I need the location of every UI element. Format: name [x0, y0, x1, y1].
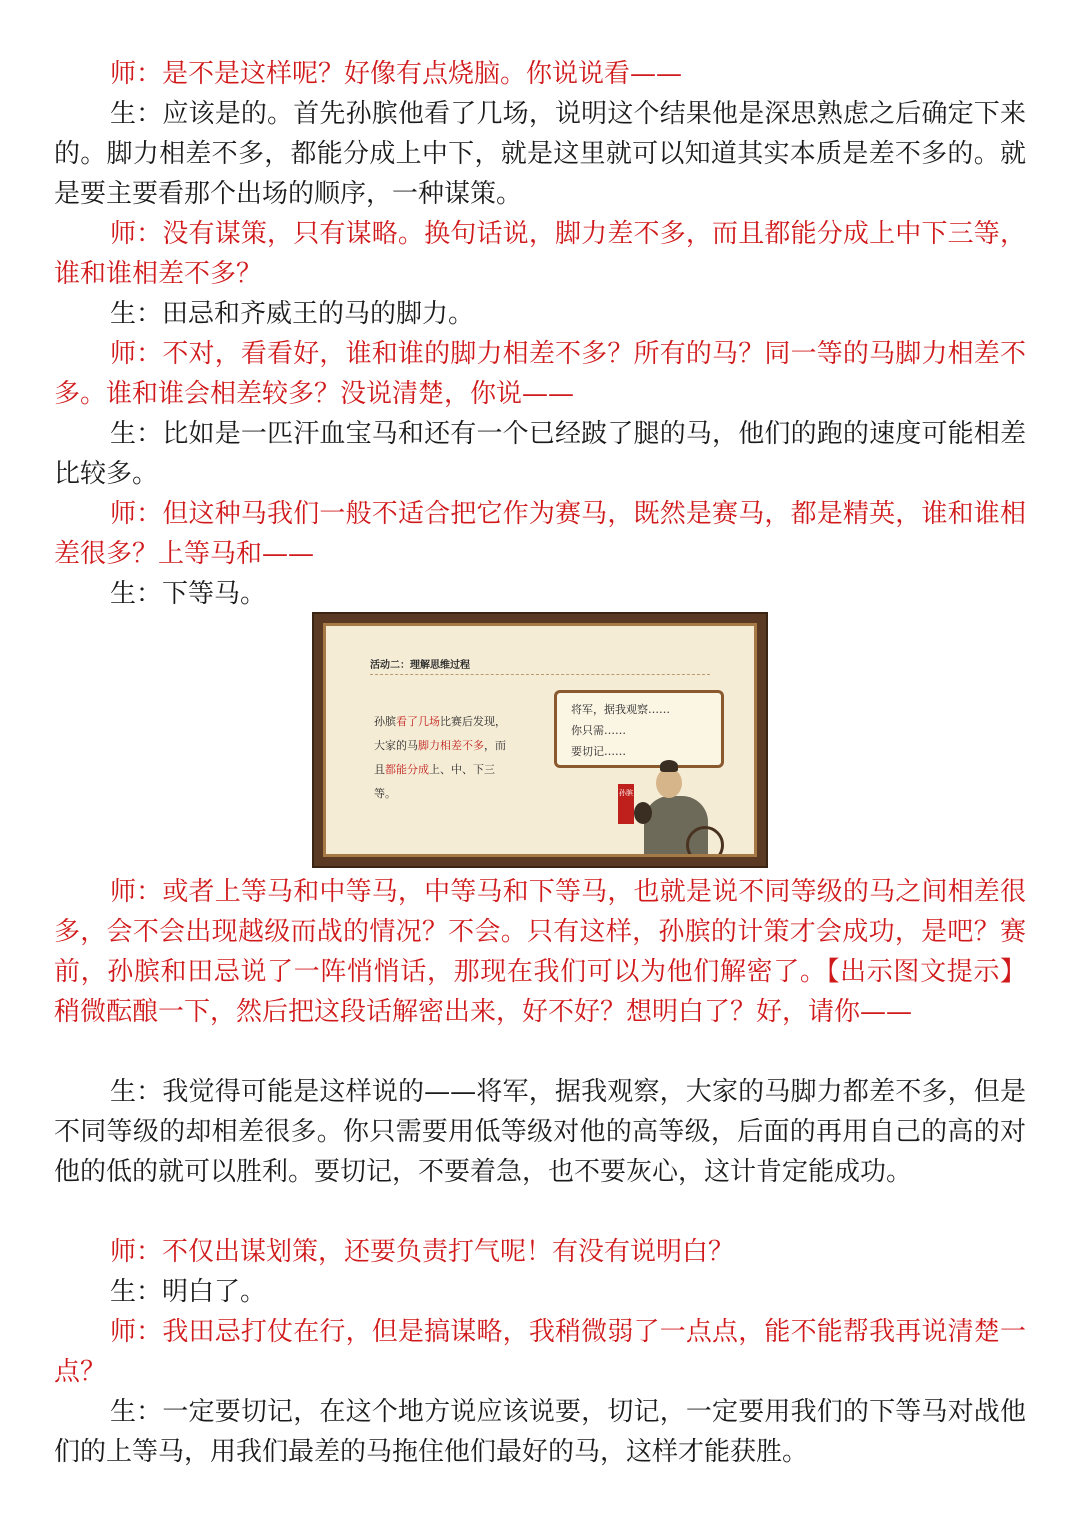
- teacher-line: 师：是不是这样呢？好像有点烧脑。你说说看——: [110, 59, 683, 89]
- lesson-slide-image: [312, 612, 768, 868]
- student-line: 生：应该是的。首先孙膑他看了几场，说明这个结果他是深思熟虑之后确定下来的。脚力相差不多，都能分成上中下，就是这里就可以知道其实本质是差不多的。就是要主要看那个出场的顺序，一种谋策。: [54, 99, 1026, 209]
- slide-scroll-box: [554, 690, 724, 768]
- teacher-line: 师：我田忌打仗在行，但是搞谋略，我稍微弱了一点点，能不能帮我再说清楚一点？: [54, 1317, 1026, 1387]
- teacher-line: 师：不对，看看好，谁和谁的脚力相差不多？所有的马？同一等的马脚力相差不多。谁和谁会相差较多？没说清楚，你说——: [54, 339, 1026, 409]
- teacher-line: 师：没有谋策，只有谋略。换句话说，脚力差不多，而且都能分成上中下三等，谁和谁相差不多？: [54, 219, 1026, 289]
- name-seal: 孙膑: [618, 784, 634, 824]
- student-line: 生：我觉得可能是这样说的——将军，据我观察，大家的马脚力都差不多，但是不同等级的却相差很多。你只需要用低等级对他的高等级，后面的再用自己的高的对他的低的就可以胜利。要切记，不要着急，也不要灰心，这计肯定能成功。: [54, 1077, 1026, 1187]
- slide-text-part: 上、中、下三等。: [374, 763, 495, 800]
- student-line: 生：比如是一匹汗血宝马和还有一个已经跛了腿的马，他们的跑的速度可能相差比较多。: [54, 419, 1026, 489]
- slide-title: 活动二：理解思维过程: [370, 660, 470, 671]
- student-line: 生：下等马。: [110, 579, 267, 609]
- scroll-line: 将军，据我观察……: [571, 703, 670, 716]
- student-line: 生：一定要切记，在这个地方说应该说要，切记，一定要用我们的下等马对战他们的上等马，用我们最差的马拖住他们最好的马，这样才能获胜。: [54, 1397, 1026, 1467]
- slide-text-part: 比赛后发现，大家的马: [374, 715, 506, 752]
- teacher-line: 师：不仅出谋划策，还要负责打气呢！有没有说明白？: [110, 1237, 735, 1267]
- slide-divider: [370, 674, 710, 675]
- slide-text-highlight: 看了几场: [396, 715, 440, 728]
- slide-text-part: ，而且: [374, 739, 506, 776]
- slide-panel: [323, 623, 757, 857]
- slide-body-text: [374, 710, 514, 806]
- slide-text-highlight: 都能分成: [385, 763, 429, 776]
- teacher-line: 师：但这种马我们一般不适合把它作为赛马，既然是赛马，都是精英，谁和谁相差很多？上等马和——: [54, 499, 1026, 569]
- scroll-line: 你只需……: [571, 724, 626, 737]
- teacher-line: 师：或者上等马和中等马，中等马和下等马，也就是说不同等级的马之间相差很多，会不会出现越级而战的情况？不会。只有这样，孙膑的计策才会成功，是吧？赛前，孙膑和田忌说了一阵悄悄话，那现在我们可以为他们解密了。【出示图文提示】稍微酝酿一下，然后把这段话解密出来，好不好？想明白了？好，请你——: [54, 877, 1026, 1027]
- scroll-line: 要切记……: [571, 745, 626, 758]
- slide-text-part: 孙膑: [374, 715, 396, 728]
- wheelchair-wheel-icon: [686, 826, 724, 857]
- slide-text-highlight: 脚力相差不多: [418, 739, 484, 752]
- sun-bin-figure-head: [656, 768, 682, 798]
- student-line: 生：田忌和齐威王的马的脚力。: [110, 299, 475, 329]
- student-line: 生：明白了。: [110, 1277, 267, 1307]
- fan-icon: [634, 802, 652, 824]
- sun-bin-figure-hair: [660, 760, 678, 772]
